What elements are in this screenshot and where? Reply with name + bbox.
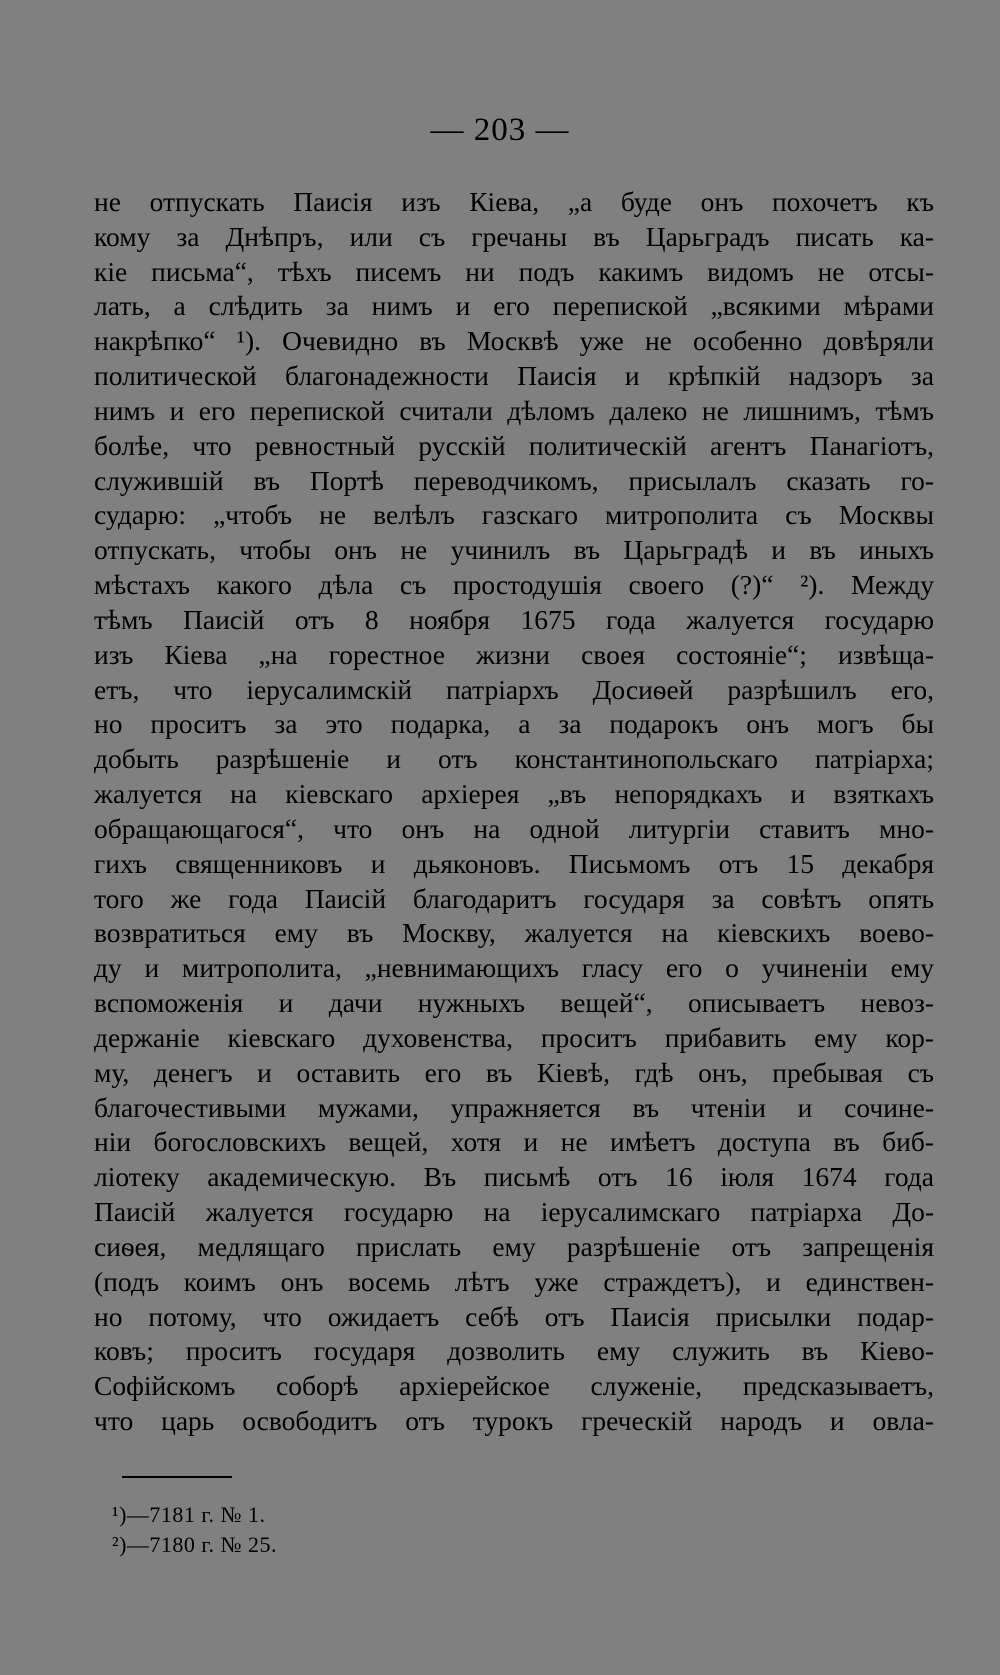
text-line: но проситъ за это подарка, а за подарокъ онъ могъ бы	[94, 708, 934, 740]
body-text	[94, 185, 934, 1439]
text-line: политической благонадежности Паисія и крѣпкій надзоръ за	[94, 360, 934, 392]
text-line: что царь освободитъ отъ турокъ греческій народъ и овла-	[94, 1404, 934, 1436]
text-line: лать, а слѣдить за нимъ и его перепиской „всякими мѣрами	[94, 290, 934, 322]
text-line: держаніе кіевскаго духовенства, проситъ прибавить ему кор-	[94, 1021, 934, 1053]
text-line: кому за Днѣпръ, или съ гречаны въ Царьградъ писать ка-	[94, 220, 934, 252]
text-line: тѣмъ Паисій отъ 8 ноября 1675 года жалуется государю	[94, 603, 934, 635]
text-line: Софійскомъ соборѣ архіерейское служеніе, предсказываетъ,	[94, 1370, 934, 1402]
text-line: мѣстахъ какого дѣла съ простодушія своего (?)“ ²). Между	[94, 569, 934, 601]
text-line: сиѳея, медлящаго прислать ему разрѣшеніе отъ запрещенія	[94, 1230, 934, 1262]
footnotes	[112, 1500, 277, 1560]
text-line: обращающагося“, что онъ на одной литургіи ставитъ мно-	[94, 812, 934, 844]
text-line: жалуется на кіевскаго архіерея „въ непорядкахъ и взяткахъ	[94, 778, 934, 810]
text-line: ду и митрополита, „невнимающихъ гласу его о учиненіи ему	[94, 952, 934, 984]
text-line: Паисій жалуется государю на іерусалимскаго патріарха До-	[94, 1196, 934, 1228]
text-line: етъ, что іерусалимскій патріархъ Досиѳей разрѣшилъ его,	[94, 673, 934, 705]
text-line: ковъ; проситъ государя дозволить ему служить въ Кіево-	[94, 1335, 934, 1367]
footnote: ¹)—7181 г. № 1.	[112, 1502, 266, 1527]
text-line: добыть разрѣшеніе и отъ константинопольскаго патріарха;	[94, 743, 934, 775]
text-line: благочестивыми мужами, упражняется въ чтеніи и сочине-	[94, 1091, 934, 1123]
text-line: нимъ и его перепиской считали дѣломъ далеко не лишнимъ, тѣмъ	[94, 394, 934, 426]
footnote: ²)—7180 г. № 25.	[112, 1532, 277, 1557]
text-line: отпускать, чтобы онъ не учинилъ въ Царьградѣ и въ иныхъ	[94, 534, 934, 566]
text-line: накрѣпко“ ¹). Очевидно въ Москвѣ уже не особенно довѣряли	[94, 325, 934, 357]
text-line: служившій въ Портѣ переводчикомъ, присылалъ сказать го-	[94, 464, 934, 496]
text-line: изъ Кіева „на горестное жизни своея состояніе“; извѣща-	[94, 638, 934, 670]
text-line: гихъ священниковъ и дьяконовъ. Письмомъ отъ 15 декабря	[94, 847, 934, 879]
text-line: но потому, что ожидаетъ себѣ отъ Паисія присылки подар-	[94, 1300, 934, 1332]
text-line: не отпускать Паисія изъ Кіева, „а буде онъ похочетъ къ	[94, 186, 934, 217]
text-line: вспоможенія и дачи нужныхъ вещей“, описываетъ невоз-	[94, 987, 934, 1019]
text-line: сударю: „чтобъ не велѣлъ газскаго митрополита съ Москвы	[94, 499, 934, 531]
page-number: — 203 —	[430, 112, 570, 148]
footnote-rule	[122, 1476, 232, 1478]
text-line: возвратиться ему въ Москву, жалуется на кіевскихъ воево-	[94, 917, 934, 949]
text-line: ніи богословскихъ вещей, хотя и не имѣетъ доступа въ биб-	[94, 1126, 934, 1158]
text-line: болѣе, что ревностный русскій политическій агентъ Панагіотъ,	[94, 429, 934, 461]
text-line: кіе письма“, тѣхъ писемъ ни подъ какимъ видомъ не отсы-	[94, 255, 934, 287]
text-line: того же года Паисій благодаритъ государя за совѣтъ опять	[94, 882, 934, 914]
text-line: (подъ коимъ онъ восемь лѣтъ уже страждетъ), и единствен-	[94, 1265, 934, 1297]
text-line: ліотеку академическую. Въ письмѣ отъ 16 іюля 1674 года	[94, 1161, 934, 1193]
text-line: му, денегъ и оставить его въ Кіевѣ, гдѣ онъ, пребывая съ	[94, 1056, 934, 1088]
